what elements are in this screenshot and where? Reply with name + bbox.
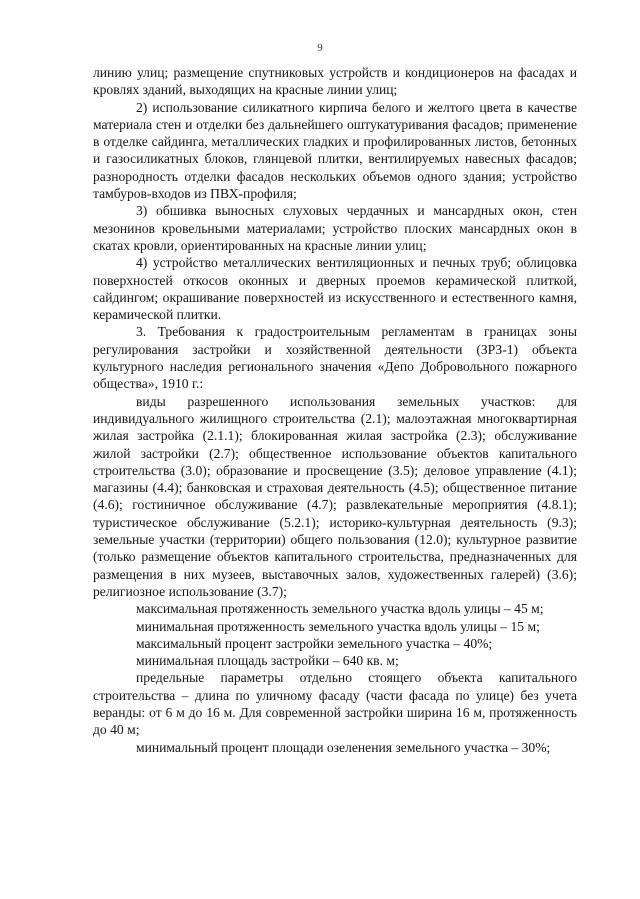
- paragraph-item-3: 3) обшивка выносных слуховых чердачных и мансардных окон, стен мезонинов кровельными материалами; устройство плоских мансардных окон в скатах кровли, ориентированных на красные линии улиц;: [93, 203, 577, 253]
- paragraph-limit-params: предельные параметры отдельно стоящего объекта капитального строительства – длина по уличному фасаду (части фасада по улице) без учета веранды: от 6 м до 16 м. Для современной застройки ширина 16 м, протяженность до 40 м;: [93, 670, 577, 738]
- paragraph-permitted-uses: виды разрешенного использования земельных участков: для индивидуального жилищного строительства (2.1); малоэтажная многоквартирная жилая застройка (2.1.1); блокированная жилая застройка (2.3); обслуживание жилой застройки (2.7); общественное использование объектов капитального строительства (3.0); образование и просвещение (3.5); деловое управление (4.1); магазины (4.4); банковская и страховая деятельность (4.5); общественное питание (4.6); гостиничное обслуживание (4.7); развлекательные мероприятия (4.8.1); туристическое обслуживание (5.2.1); историко-культурная деятельность (9.3); земельные участки (территории) общего пользования (12.0); культурное развитие (только размещение объектов капитального строительства, предназначенных для размещения в них музеев, выставочных залов, художественных галерей) (3.6); религиозное использование (3.7);: [93, 393, 577, 599]
- paragraph-max-coverage: максимальный процент застройки земельного участка – 40%;: [136, 635, 493, 651]
- page-number: 9: [317, 42, 323, 54]
- paragraph-item-4: 4) устройство металлических вентиляционных и печных труб; облицовка поверхностей откосов оконных и дверных проемов керамической плиткой, сайдингом; окрашивание поверхностей из искусственного и естественного камня, керамической плитки.: [93, 255, 577, 323]
- paragraph-greening: минимальный процент площади озеленения земельного участка – 30%;: [136, 739, 551, 755]
- document-body: [93, 64, 577, 756]
- paragraph-min-area: минимальная площадь застройки – 640 кв. м;: [136, 653, 399, 669]
- paragraph-max-length: максимальная протяженность земельного участка вдоль улицы – 45 м;: [136, 601, 544, 617]
- paragraph-min-length: минимальная протяженность земельного участка вдоль улицы – 15 м;: [136, 618, 540, 634]
- paragraph-item-2: 2) использование силикатного кирпича белого и желтого цвета в качестве материала стен и отделки без дальнейшего оштукатуривания фасадов; применение в отделке сайдинга, металлических гладких и профилированных листов, бетонных и газосиликатных блоков, глянцевой плитки, вентилируемых навесных фасадов; разнородность отделки фасадов нескольких объемов одного здания; устройство тамбуров-входов из ПВХ-профиля;: [93, 99, 577, 202]
- paragraph-section-3: 3. Требования к градостроительным регламентам в границах зоны регулирования застройки и хозяйственной деятельности (ЗРЗ-1) объекта культурного наследия регионального значения «Депо Добровольного пожарного общества», 1910 г.:: [93, 324, 577, 392]
- paragraph-continuation: линию улиц; размещение спутниковых устройств и кондиционеров на фасадах и кровлях зданий, выходящих на красные линии улиц;: [93, 65, 577, 98]
